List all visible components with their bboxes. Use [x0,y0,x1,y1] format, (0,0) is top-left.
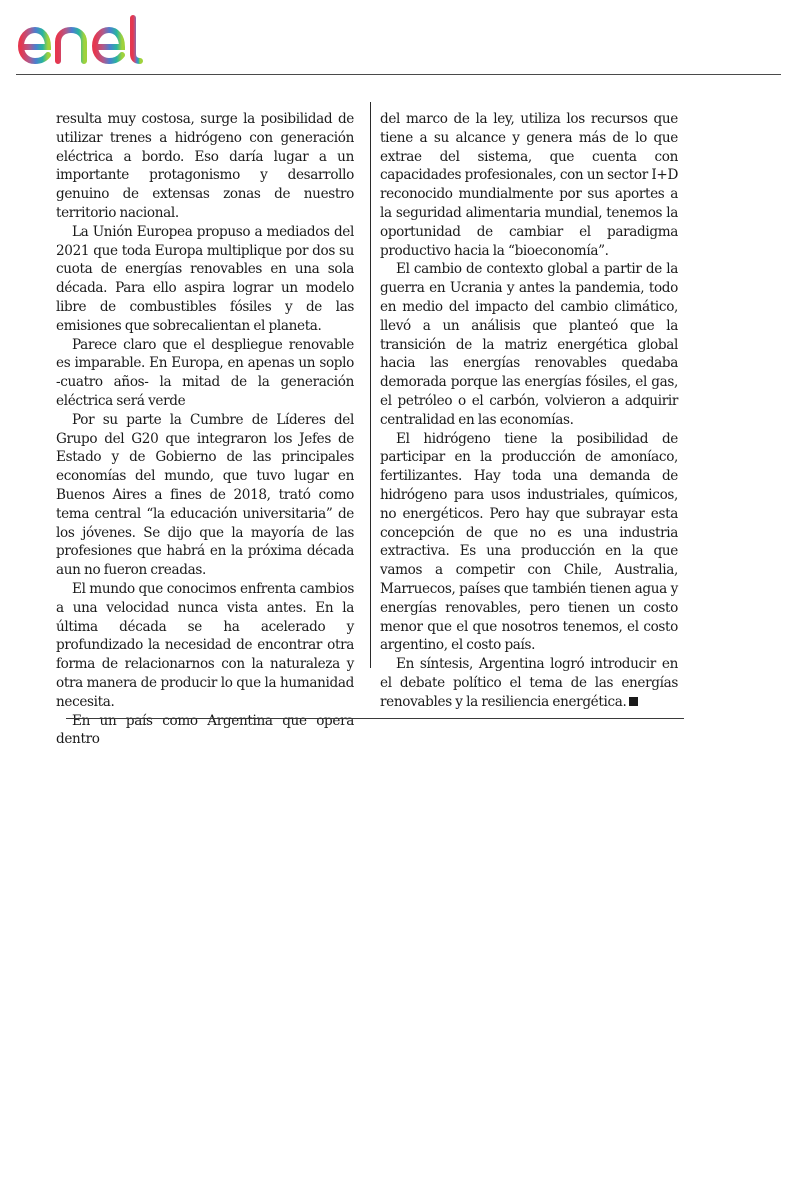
paragraph-text: En síntesis, Argentina logró introducir en el debate político el tema de las energías renovables y la resiliencia energética. [380,656,678,710]
enel-logo [16,14,172,70]
paragraph [380,655,678,711]
paragraph: del marco de la ley, utiliza los recursos que tiene a su alcance y genera más de lo que extrae del sistema, que cuenta con capacidades profesionales, con un sector I+D reconocido mundialmente por sus aportes a la seguridad alimentaria mundial, tenemos la oportunidad de cambiar el paradigma productivo hacia la “bioeconomía”. [380,111,678,259]
end-of-article-mark [629,697,638,706]
paragraph: La Unión Europea propuso a mediados del 2021 que toda Europa multiplique por dos su cuota de energías renovables en una sola década. Para ello aspira lograr un modelo libre de combustibles fósiles y de las emisiones que sobrecalientan el planeta. [56,223,354,334]
paragraph: El cambio de contexto global a partir de la guerra en Ucrania y antes la pandemia, todo en medio del impacto del cambio climático, llevó a un análisis que planteó que la transición de la matriz energética global hacia las energías renovables quedaba demorada porque las energías fósiles, el gas, el petróleo o el carbón, volvieron a adquirir centralidad en las economías. [380,261,678,428]
paragraph: En un país como Argentina que opera dentro [56,712,354,748]
paragraph: El mundo que conocimos enfrenta cambios a una velocidad nunca vista antes. En la última década se ha acelerado y profundizado la necesidad de encontrar otra forma de relacionarnos con la naturaleza y otra manera de producir lo que la humanidad necesita. [56,580,354,710]
article-column-left [56,110,354,749]
footer-divider [66,718,684,719]
column-divider [370,102,371,668]
article-column-right [380,110,678,712]
paragraph: resulta muy costosa, surge la posibilidad de utilizar trenes a hidrógeno con generación eléctrica a bordo. Eso daría lugar a un importante protagonismo y desarrollo genuino de extensas zonas de nuestro territorio nacional. [56,111,354,221]
header-divider [16,74,781,75]
paragraph: Por su parte la Cumbre de Líderes del Grupo del G20 que integraron los Jefes de Estado y de Gobierno de las principales economías del mundo, que tuvo lugar en Buenos Aires a fines de 2018, trató como tema central “la educación universitaria” de los jóvenes. Se dijo que la mayoría de las profesiones que habrá en la próxima década aun no fueron creadas. [56,411,354,579]
paragraph: Parece claro que el despliegue renovable es imparable. En Europa, en apenas un soplo -cuatro años- la mitad de la generación eléctrica será verde [56,336,354,409]
paragraph: El hidrógeno tiene la posibilidad de participar en la producción de amoníaco, fertilizantes. Hay toda una demanda de hidrógeno para usos industriales, químicos, no energéticos. Pero hay que subrayar esta concepción de que no es una industria extractiva. Es una producción en la que vamos a competir con Chile, Australia, Marruecos, países que también tienen agua y energías renovables, pero tienen un costo menor que el que nosotros tenemos, el costo argentino, el costo país. [380,430,678,654]
